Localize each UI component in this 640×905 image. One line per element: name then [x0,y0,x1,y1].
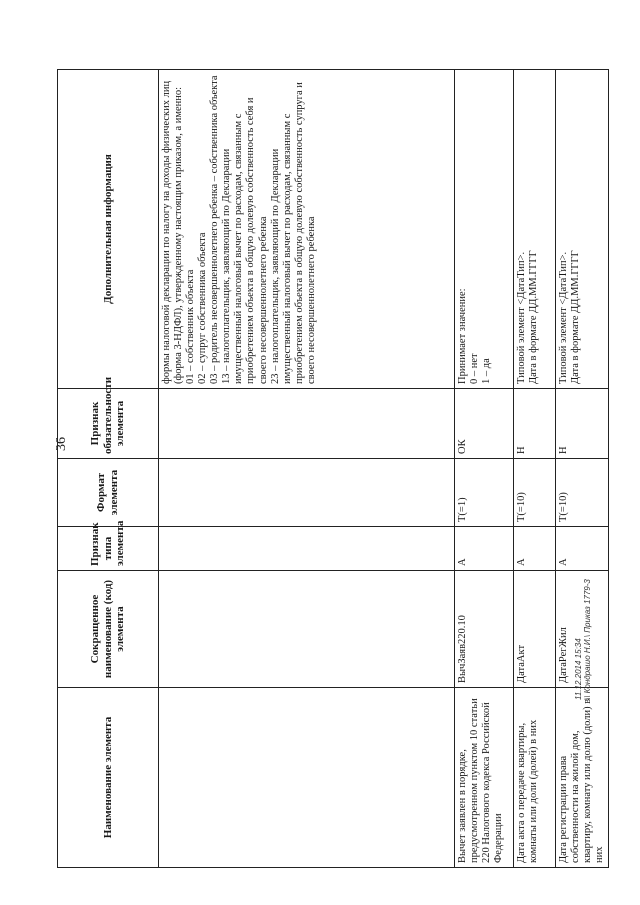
table-row [556,70,609,868]
cell-type: А [514,527,556,571]
cell-info [556,70,609,389]
cell-required: Н [514,389,556,459]
info-line: 0 – нет [469,353,481,384]
header-element-type: Признак типа элемента [58,527,159,571]
cell-format [159,459,455,527]
table-row [514,70,556,868]
header-element-name: Наименование элемента [58,688,159,868]
table-header-row [58,70,159,868]
cell-code [159,571,455,688]
info-line: 01 – собственник объекта [185,269,197,384]
info-line: формы налоговой декларации по налогу на доходы физических лиц (форма 3-НДФЛ), утвержденному настоящим приказом, а именно: [161,80,185,384]
footer-stamp-path: \\ Кондрашо Н.И.\ Приказ 1779-3 [582,579,592,700]
info-line: Типовой элемент <ДатаТип>. [558,251,569,384]
cell-code: ВычЗаяв220.10 [455,571,514,688]
cell-type [159,527,455,571]
cell-required: ОК [455,389,514,459]
page-number: 36 [54,437,69,451]
element-spec-table [57,69,609,868]
cell-required [159,389,455,459]
header-element-format: Формат элемента [58,459,159,527]
header-additional-info: Дополнительная информация [58,70,159,389]
info-line: Дата в формате ДД.ММ.ГГГГ [570,250,582,384]
cell-name: Дата акта о передаче квартиры, комнаты или доли (долей) в них [514,688,556,868]
cell-name: Дата регистрации права собственности на жилой дом, квартиру, комнату или долю (доли) в них [556,688,609,868]
cell-code: ДатаАкт [514,571,556,688]
footer-stamp [575,560,603,700]
cell-type: А [455,527,514,571]
cell-format: Т(=10) [514,459,556,527]
info-line: 1 – да [481,358,493,384]
cell-type: А [556,527,609,571]
cell-info [159,70,455,389]
table-row [159,70,455,868]
table-row [455,70,514,868]
info-line: Типовой элемент <ДатаТип>. [516,251,527,384]
cell-code: ДатаРегЖил [556,571,609,688]
cell-name [159,688,455,868]
cell-format: Т(=1) [455,459,514,527]
cell-info [455,70,514,389]
cell-info [514,70,556,389]
cell-required: Н [556,389,609,459]
cell-format: Т(=10) [556,459,609,527]
footer-stamp-date: 11.12.2014 15:34 [574,638,583,700]
info-line: Принимает значение: [457,288,468,384]
cell-name: Вычет заявлен в порядке, предусмотренном пунктом 10 статьи 220 Налогового кодекса Российской Федерации [455,688,514,868]
info-line: 23 – налогоплательщик, заявляющий по Декларации имущественный налоговый вычет по расходам, связанным с приобретением объекта в общую долевую собственность супруга и своего несовершеннолетнего ребенка [269,82,317,384]
info-line: Дата в формате ДД.ММ.ГГГГ [528,250,540,384]
info-line: 03 – родитель несовершеннолетнего ребенка – собственника объекта [209,75,221,384]
info-line: 13 – налогоплательщик, заявляющий по Декларации имущественный налоговый вычет по расходам, связанным с приобретением объекта в общую долевую собственность себя и своего несовершеннолетнего ребенка [221,97,269,384]
header-element-code: Сокращенное наименование (код) элемента [58,571,159,688]
header-element-required: Признак обязательности элемента [58,389,159,459]
info-line: 02 – супруг собственника объекта [197,232,209,384]
